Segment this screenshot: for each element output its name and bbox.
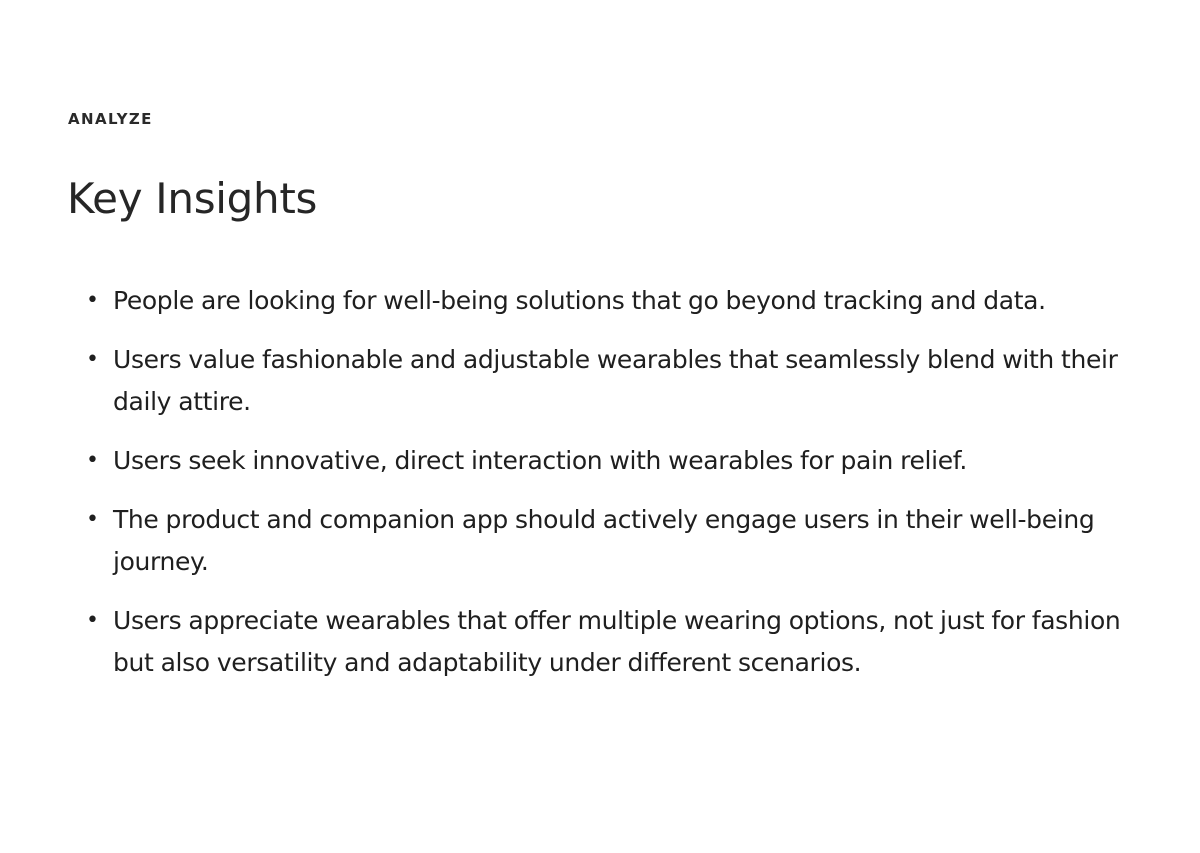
insight-item [86,339,1126,423]
insight-text: Users appreciate wearables that offer multiple wearing options, not just for fashion but also versatility and adaptability under different scenarios. [113,606,1121,677]
page-title: Key Insights [67,174,318,223]
insight-item [86,600,1126,684]
insight-text: Users seek innovative, direct interaction with wearables for pain relief. [113,446,968,475]
insight-text: People are looking for well-being solutions that go beyond tracking and data. [113,286,1046,315]
insight-text: The product and companion app should actively engage users in their well-being journey. [113,505,1095,576]
insights-list [86,280,1126,701]
insight-item [86,440,1126,482]
bullet-icon: • [86,608,99,633]
insight-item [86,499,1126,583]
bullet-icon: • [86,288,99,313]
section-eyebrow: ANALYZE [68,110,153,128]
bullet-icon: • [86,448,99,473]
insight-text: Users value fashionable and adjustable wearables that seamlessly blend with their daily attire. [113,345,1118,416]
insight-item [86,280,1126,322]
bullet-icon: • [86,347,99,372]
bullet-icon: • [86,507,99,532]
